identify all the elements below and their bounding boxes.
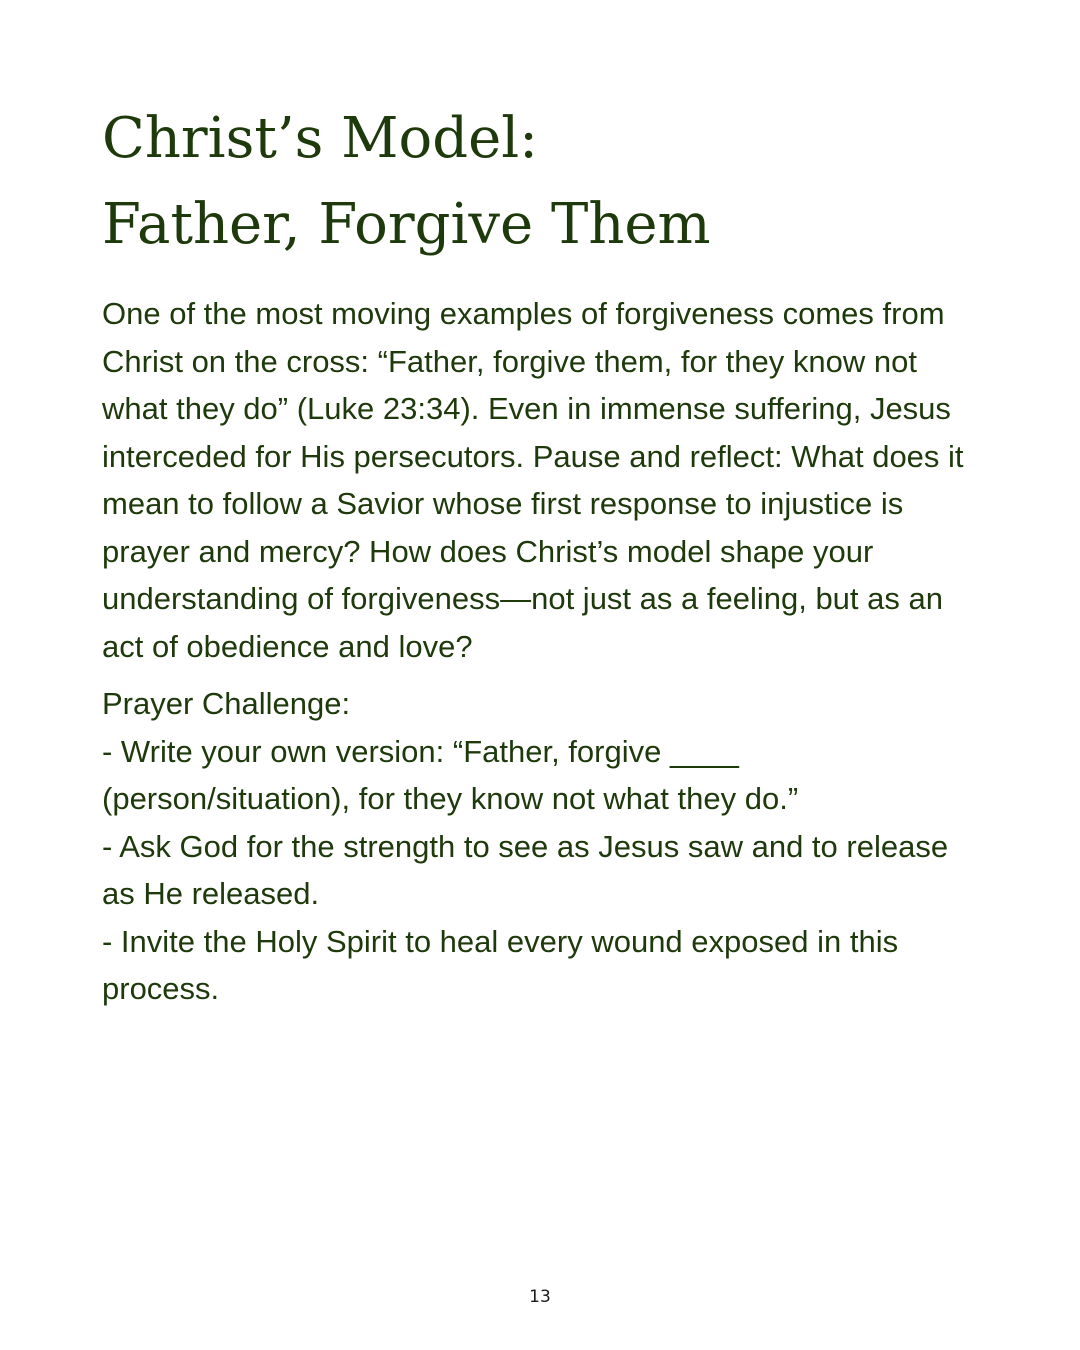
prayer-challenge-item: - Invite the Holy Spirit to heal every wound exposed in this process. [102, 923, 899, 1006]
intro-paragraph: One of the most moving examples of forgiveness comes from Christ on the cross: “Father, forgive them, for they know not what they do” (Luke 23:34). Even in immense suffering, Jesus interceded for His persecutors. Pause and reflect: What does it mean to follow a Savior whose first response to injustice is prayer and mercy? How does Christ’s model shape your understanding of forgiveness—not just as a feeling, but as an act of obedience and love? [102, 296, 964, 664]
prayer-challenge-item: - Write your own version: “Father, forgive ____ (person/situation), for they know not what they do.” [102, 733, 799, 816]
prayer-challenge-item: - Ask God for the strength to see as Jesus saw and to release as He released. [102, 828, 949, 911]
prayer-challenge [102, 680, 982, 1013]
page-number: 13 [529, 1287, 551, 1307]
prayer-challenge-heading: Prayer Challenge: [102, 686, 351, 721]
page-title-line-2: Father, Forgive Them [102, 192, 711, 257]
page-content [102, 96, 982, 1013]
page-title [102, 96, 982, 268]
page-title-line-1: Christ’s Model: [102, 106, 538, 171]
